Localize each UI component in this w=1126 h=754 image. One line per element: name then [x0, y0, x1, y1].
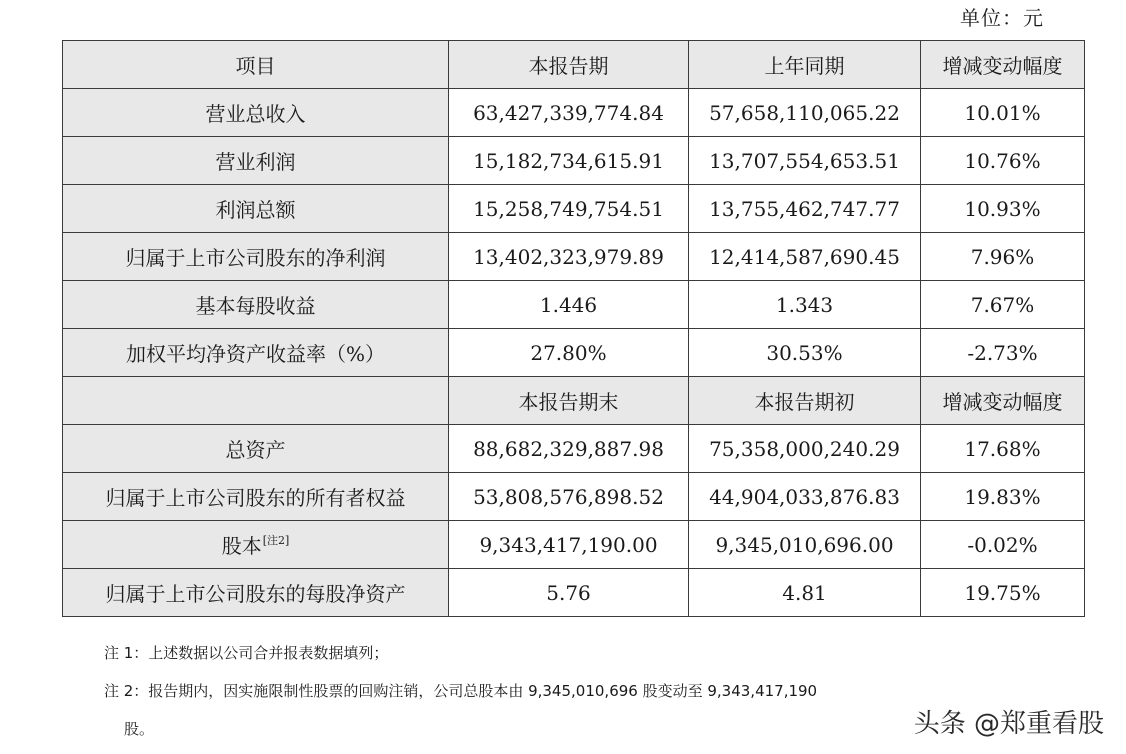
table-row — [63, 281, 1085, 329]
row-label: 营业利润 — [63, 137, 449, 185]
watermark: 头条 @郑重看股 — [913, 709, 1104, 739]
table-cell: 10.93% — [921, 185, 1085, 233]
row-label-share-capital — [63, 521, 449, 569]
table-cell: -0.02% — [921, 521, 1085, 569]
table-cell: 19.83% — [921, 473, 1085, 521]
table-cell: 9,345,010,696.00 — [689, 521, 921, 569]
table-cell: 10.01% — [921, 89, 1085, 137]
row-label: 归属于上市公司股东的所有者权益 — [63, 473, 449, 521]
row-label: 利润总额 — [63, 185, 449, 233]
table-cell: 13,707,554,653.51 — [689, 137, 921, 185]
table-cell: 13,755,462,747.77 — [689, 185, 921, 233]
footnote-2: 注 2：报告期内，因实施限制性股票的回购注销，公司总股本由 9,345,010,696 股变动至 9,343,417,190 — [104, 682, 818, 700]
row-label: 总资产 — [63, 425, 449, 473]
table-cell: 88,682,329,887.98 — [449, 425, 689, 473]
table-cell: 12,414,587,690.45 — [689, 233, 921, 281]
footnote-2-continued: 股。 — [124, 720, 155, 738]
table-row — [63, 521, 1085, 569]
table-row — [63, 185, 1085, 233]
table-cell: 7.96% — [921, 233, 1085, 281]
table-cell: 7.67% — [921, 281, 1085, 329]
header-cell: 本报告期末 — [449, 377, 689, 425]
table-cell: 30.53% — [689, 329, 921, 377]
table-cell: 57,658,110,065.22 — [689, 89, 921, 137]
header-cell-empty — [63, 377, 449, 425]
table-cell: -2.73% — [921, 329, 1085, 377]
table-row — [63, 329, 1085, 377]
table-cell: 1.343 — [689, 281, 921, 329]
table-row — [63, 89, 1085, 137]
row-label: 归属于上市公司股东的每股净资产 — [63, 569, 449, 617]
table-cell: 44,904,033,876.83 — [689, 473, 921, 521]
unit-label: 单位：元 — [960, 6, 1044, 30]
row-label: 营业总收入 — [63, 89, 449, 137]
table-header-row — [63, 41, 1085, 89]
table-cell: 5.76 — [449, 569, 689, 617]
table-cell: 1.446 — [449, 281, 689, 329]
table-row — [63, 473, 1085, 521]
header-cell: 增减变动幅度 — [921, 377, 1085, 425]
table-cell: 17.68% — [921, 425, 1085, 473]
table-cell: 63,427,339,774.84 — [449, 89, 689, 137]
table-cell: 15,258,749,754.51 — [449, 185, 689, 233]
footnote-marker: [注2] — [262, 534, 290, 547]
table-cell: 27.80% — [449, 329, 689, 377]
header-cell: 项目 — [63, 41, 449, 89]
table-cell: 75,358,000,240.29 — [689, 425, 921, 473]
table-cell: 19.75% — [921, 569, 1085, 617]
footnote-1: 注 1：上述数据以公司合并报表数据填列； — [104, 644, 389, 662]
table-cell: 9,343,417,190.00 — [449, 521, 689, 569]
row-label: 归属于上市公司股东的净利润 — [63, 233, 449, 281]
header-cell: 本报告期初 — [689, 377, 921, 425]
table-row — [63, 569, 1085, 617]
table-cell: 53,808,576,898.52 — [449, 473, 689, 521]
table-row — [63, 137, 1085, 185]
table-row — [63, 233, 1085, 281]
header-cell: 上年同期 — [689, 41, 921, 89]
row-label: 加权平均净资产收益率（%） — [63, 329, 449, 377]
table-cell: 4.81 — [689, 569, 921, 617]
header-cell: 本报告期 — [449, 41, 689, 89]
table-cell: 10.76% — [921, 137, 1085, 185]
table-cell: 13,402,323,979.89 — [449, 233, 689, 281]
table-cell: 15,182,734,615.91 — [449, 137, 689, 185]
row-label: 基本每股收益 — [63, 281, 449, 329]
financial-summary-table — [62, 40, 1085, 617]
table-subheader-row — [63, 377, 1085, 425]
table-row — [63, 425, 1085, 473]
row-label-text: 股本 — [221, 534, 262, 558]
header-cell: 增减变动幅度 — [921, 41, 1085, 89]
